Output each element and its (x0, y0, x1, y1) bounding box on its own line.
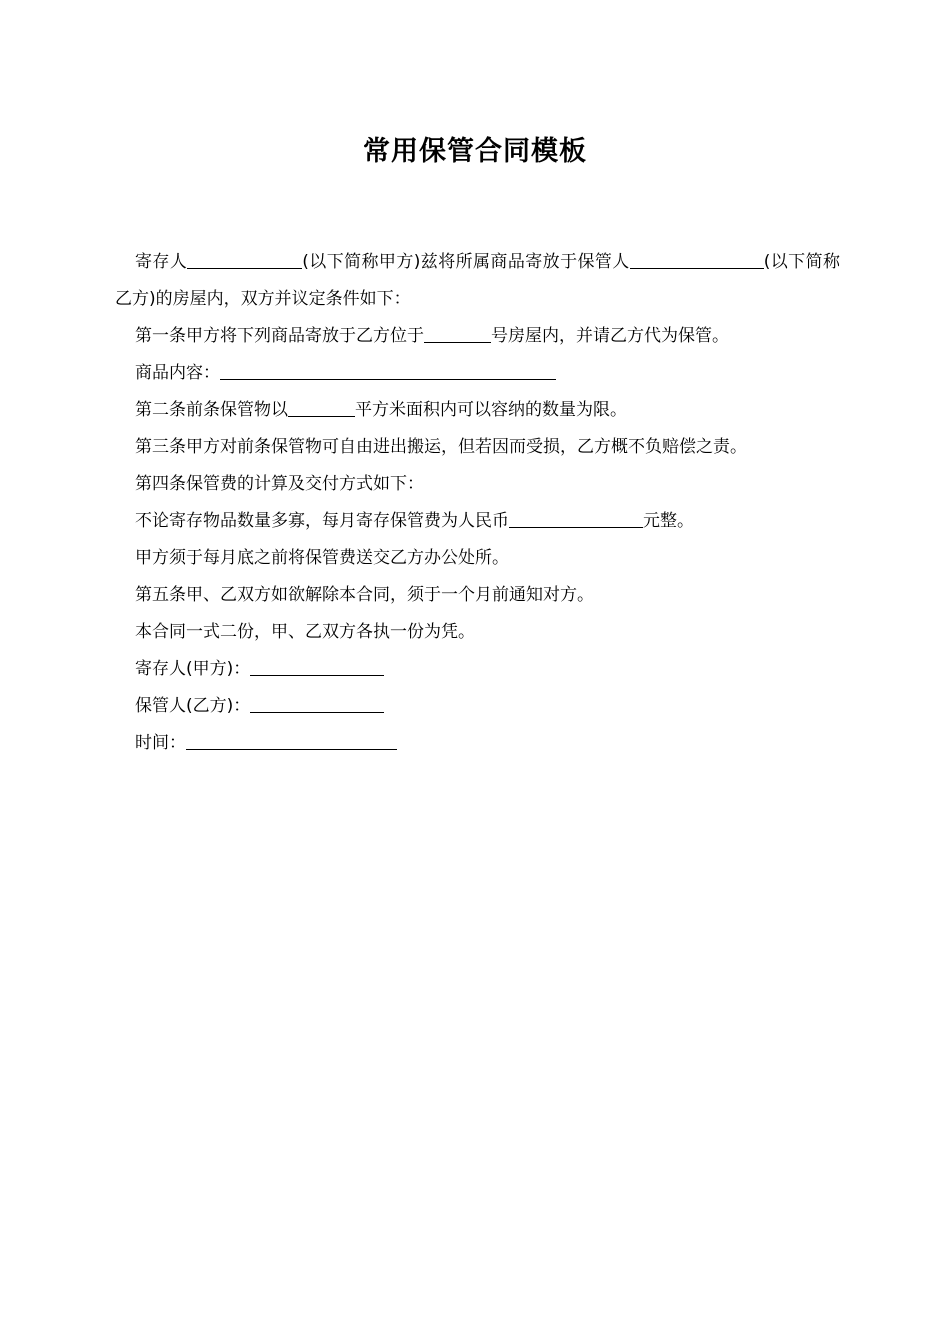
copies-clause: 本合同一式二份，甲、乙双方各执一份为凭。 (135, 622, 475, 642)
document-title: 常用保管合同模板 (363, 136, 587, 167)
article-1-text-2: 号房屋内，并请乙方代为保管。 (491, 326, 729, 346)
signature-date-blank (186, 731, 397, 750)
signature-custodian-label: 保管人(乙方)： (135, 696, 251, 716)
signature-date (115, 725, 840, 762)
fee-amount-blank (509, 509, 643, 528)
goods-content-blank (220, 361, 556, 380)
intro-text-2: (以下简称甲方)兹将所属商品寄放于保管人 (302, 252, 630, 272)
custodian-name-blank (630, 250, 764, 269)
signature-date-label: 时间： (135, 733, 186, 753)
article-2 (115, 392, 840, 429)
article-2-text-1: 第二条前条保管物以 (135, 400, 288, 420)
goods-content-label: 商品内容： (135, 363, 220, 383)
signature-depositor-blank (250, 657, 384, 676)
article-3: 第三条甲方对前条保管物可自由进出搬运，但若因而受损，乙方概不负赔偿之责。 (135, 437, 747, 457)
fee-text-1: 不论寄存物品数量多寡，每月寄存保管费为人民币 (135, 511, 509, 531)
article-5: 第五条甲、乙双方如欲解除本合同，须于一个月前通知对方。 (135, 585, 594, 605)
article-2-text-2: 平方米面积内可以容纳的数量为限。 (355, 400, 627, 420)
article-1 (115, 318, 840, 355)
payment-clause: 甲方须于每月底之前将保管费送交乙方办公处所。 (135, 548, 509, 568)
signature-depositor-label: 寄存人(甲方)： (135, 659, 251, 679)
depositor-name-blank (187, 250, 302, 269)
area-blank (288, 398, 355, 417)
article-1-text-1: 第一条甲方将下列商品寄放于乙方位于 (135, 326, 424, 346)
room-number-blank (424, 324, 491, 343)
intro-paragraph (115, 244, 840, 318)
signature-custodian (115, 688, 840, 725)
intro-text-1: 寄存人 (135, 252, 188, 272)
goods-content (115, 355, 840, 392)
fee-text-2: 元整。 (643, 511, 694, 531)
contract-body (115, 244, 840, 762)
signature-depositor (115, 651, 840, 688)
article-4: 第四条保管费的计算及交付方式如下： (135, 474, 424, 494)
signature-custodian-blank (250, 694, 384, 713)
fee-clause (115, 503, 840, 540)
intro-text-3: (以下简称乙方)的房屋内，双方并议定条件如下： (115, 252, 840, 309)
